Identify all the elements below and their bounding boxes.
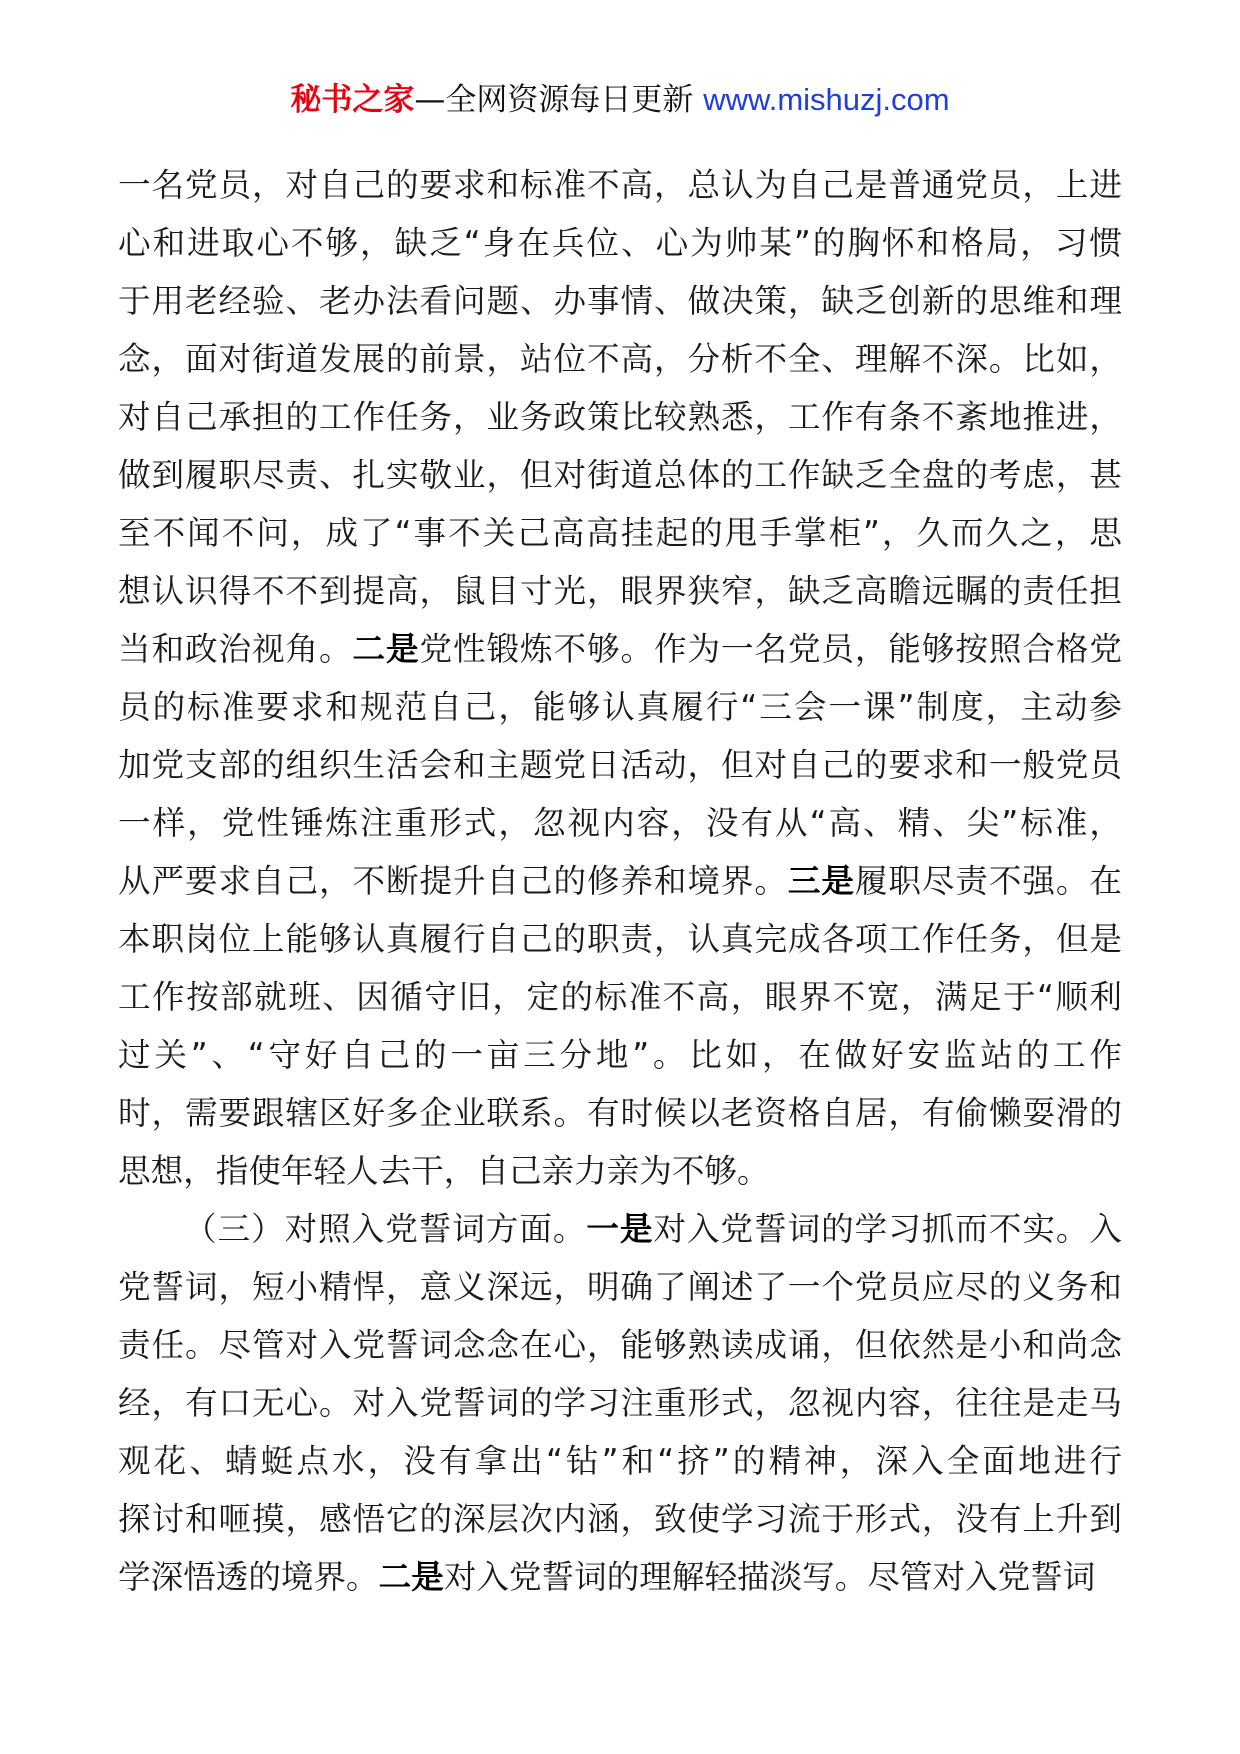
text-run: 党性锻炼不够。作为一名党员，能够按照合格党 — [419, 630, 1122, 668]
text-run: 一样，党性锤炼注重形式，忽视内容，没有从“高、精、尖”标准， — [118, 804, 1122, 842]
text-run: 对入党誓词的理解轻描淡写。尽管对入党誓词 — [443, 1558, 1096, 1596]
bold-lead-phrase: 二是 — [378, 1558, 444, 1596]
header-tagline: —全网资源每日更新 — [414, 82, 704, 118]
text-run: 党誓词，短小精悍，意义深远，明确了阐述了一个党员应尽的义务和 — [118, 1268, 1122, 1306]
text-line — [118, 1258, 1122, 1316]
bold-lead-phrase: 二是 — [352, 630, 420, 668]
text-run: 心和进取心不够，缺乏“身在兵位、心为帅某”的胸怀和格局，习惯 — [118, 224, 1122, 262]
text-line — [118, 388, 1122, 446]
text-line — [118, 1316, 1122, 1374]
text-run: 工作按部就班、因循守旧，定的标准不高，眼界不宽，满足于“顺利 — [118, 978, 1122, 1016]
text-run: 时，需要跟辖区好多企业联系。有时候以老资格自居，有偷懒耍滑的 — [118, 1094, 1122, 1132]
text-run: 对入党誓词的学习抓而不实。入 — [653, 1210, 1122, 1248]
text-line — [118, 1084, 1122, 1142]
text-run: 学深悟透的境界。 — [118, 1558, 379, 1596]
text-run: 对自己承担的工作任务，业务政策比较熟悉，工作有条不紊地推进， — [118, 398, 1122, 436]
document-body — [118, 156, 1122, 1606]
bold-lead-phrase: 一是 — [586, 1210, 654, 1248]
text-run: 探讨和咂摸，感悟它的深层次内涵，致使学习流于形式，没有上升到 — [118, 1500, 1122, 1538]
text-line — [118, 1490, 1122, 1548]
text-run: （三）对照入党誓词方面。 — [184, 1210, 587, 1248]
text-line — [118, 620, 1122, 678]
text-line — [118, 214, 1122, 272]
text-line — [118, 272, 1122, 330]
text-line — [118, 504, 1122, 562]
text-line — [118, 1200, 1122, 1258]
text-run: 员的标准要求和规范自己，能够认真履行“三会一课”制度，主动参 — [118, 688, 1122, 726]
text-line — [118, 852, 1122, 910]
text-run: 责任。尽管对入党誓词念念在心，能够熟读成诵，但依然是小和尚念 — [118, 1326, 1122, 1364]
text-line — [118, 156, 1122, 214]
text-line — [118, 678, 1122, 736]
text-line — [118, 910, 1122, 968]
text-run: 加党支部的组织生活会和主题党日活动，但对自己的要求和一般党员 — [118, 746, 1122, 784]
text-run: 做到履职尽责、扎实敬业，但对街道总体的工作缺乏全盘的考虑，甚 — [118, 456, 1122, 494]
text-run: 于用老经验、老办法看问题、办事情、做决策，缺乏创新的思维和理 — [118, 282, 1122, 320]
text-run: 念，面对街道发展的前景，站位不高，分析不全、理解不深。比如， — [118, 340, 1122, 378]
text-run: 观花、蜻蜓点水，没有拿出“钻”和“挤”的精神，深入全面地进行 — [118, 1442, 1122, 1480]
text-line — [118, 562, 1122, 620]
text-line — [118, 736, 1122, 794]
text-run: 当和政治视角。 — [118, 630, 353, 668]
text-line — [118, 1142, 1122, 1200]
text-line — [118, 1374, 1122, 1432]
text-line — [118, 1432, 1122, 1490]
text-run: 一名党员，对自己的要求和标准不高，总认为自己是普通党员，上进 — [118, 166, 1122, 204]
text-line — [118, 968, 1122, 1026]
text-run: 过关”、“守好自己的一亩三分地”。比如，在做好安监站的工作 — [118, 1036, 1122, 1074]
text-run: 思想，指使年轻人去干，自己亲力亲为不够。 — [118, 1152, 770, 1190]
text-line — [118, 330, 1122, 388]
site-brand: 秘书之家 — [290, 82, 415, 118]
text-line — [118, 1548, 1122, 1606]
bold-lead-phrase: 三是 — [787, 862, 855, 900]
text-run: 履职尽责不强。在 — [854, 862, 1122, 900]
text-run: 从严要求自己，不断提升自己的修养和境界。 — [118, 862, 788, 900]
text-run: 至不闻不问，成了“事不关己高高挂起的甩手掌柜”，久而久之，思 — [118, 514, 1122, 552]
text-run: 经，有口无心。对入党誓词的学习注重形式，忽视内容，往往是走马 — [118, 1384, 1122, 1422]
text-run: 本职岗位上能够认真履行自己的职责，认真完成各项工作任务，但是 — [118, 920, 1122, 958]
text-run: 想认识得不不到提高，鼠目寸光，眼界狭窄，缺乏高瞻远瞩的责任担 — [118, 572, 1122, 610]
text-line — [118, 794, 1122, 852]
text-line — [118, 446, 1122, 504]
page-header — [0, 80, 1240, 120]
site-url-link[interactable]: www.mishuzj.com — [703, 82, 950, 117]
text-line — [118, 1026, 1122, 1084]
